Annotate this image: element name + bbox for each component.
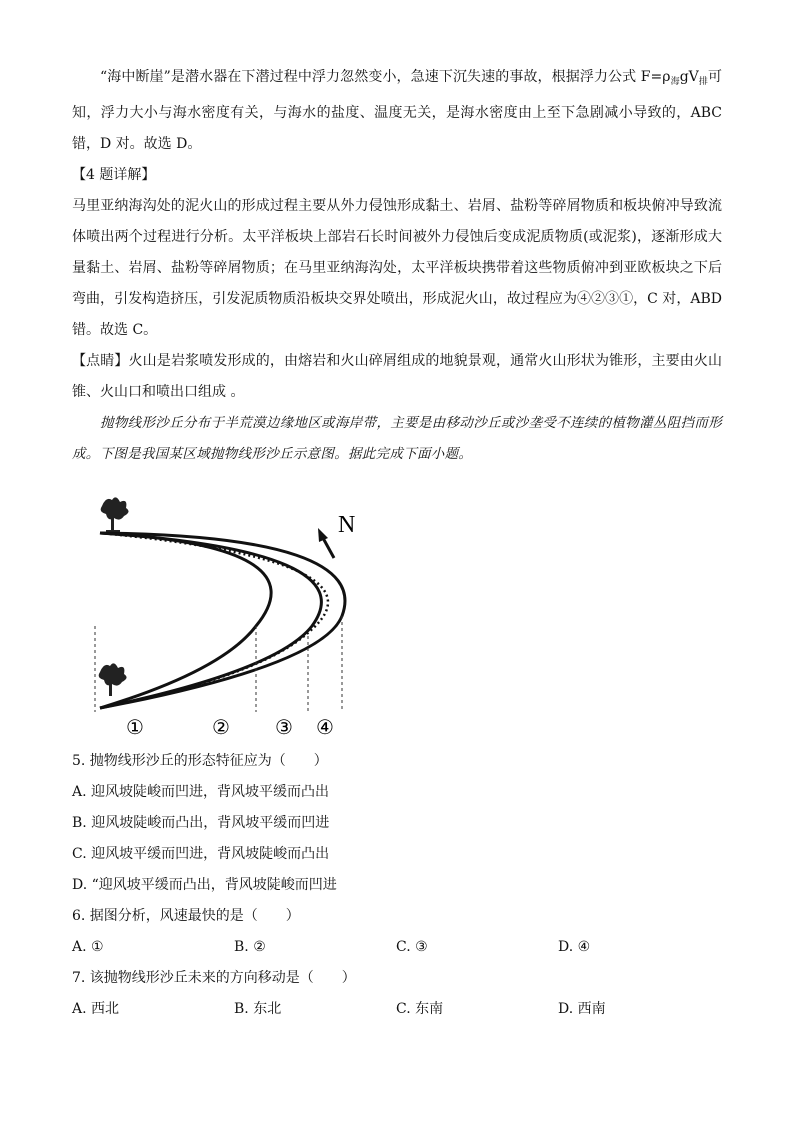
dune-outline-inner: [100, 533, 271, 708]
subscript-displaced: 排: [698, 77, 708, 87]
option-b[interactable]: B. 迎风坡陡峻而凸出，背风坡平缓而凹进: [72, 815, 330, 831]
question-stem: 7. 该抛物线形沙丘未来的方向移动是（ ）: [72, 970, 356, 986]
dune-diagram: [72, 476, 722, 746]
dune-diagram-svg: [72, 476, 722, 746]
answer-text-cont: 可知，浮力大小与海水密度有关，与海水的盐度、温度无关，是海水密度由上至下急剧减小导致的，ABC 错，D 对。故选 D。: [72, 69, 722, 152]
region-label-2: ②: [212, 715, 230, 739]
options-row: [72, 932, 722, 963]
north-label: N: [338, 512, 356, 538]
q4-explanation: 马里亚纳海沟处的泥火山的形成过程主要从外力侵蚀形成黏土、岩屑、盐粉等碎屑物质和板块俯冲导致流体喷出两个过程进行分析。太平洋板块上部岩石长时间被外力侵蚀后变成泥质物质(或泥浆)，逐渐形成大量黏土、岩屑、盐粉等碎屑物质；在马里亚纳海沟处，太平洋板块携带着这些物质俯冲到亚欧板块之下后弯曲，引发构造挤压，引发泥质物质沿板块交界处喷出，形成泥火山，故过程应为④②③①，C 对，ABD 错。故选 C。: [72, 198, 722, 338]
question-5: [72, 746, 722, 901]
shrub-icon: [99, 663, 127, 696]
option-a[interactable]: A. 西北: [72, 1001, 120, 1017]
dune-outline-outer: [100, 533, 345, 708]
question-stem: 6. 据图分析，风速最快的是（ ）: [72, 908, 300, 924]
subscript-sea: 海: [670, 77, 680, 87]
answer-paragraph-3: [72, 62, 722, 160]
option-b[interactable]: B. ②: [234, 939, 266, 955]
formula-text: gV: [679, 69, 699, 85]
question-7: [72, 963, 722, 1025]
question-6: [72, 901, 722, 963]
option-c[interactable]: C. ③: [396, 939, 428, 955]
option-b[interactable]: B. 东北: [234, 1001, 282, 1017]
region-label-3: ③: [275, 715, 293, 739]
document-page: [72, 62, 722, 1025]
options-row: [72, 994, 722, 1025]
shrub-icon: [101, 497, 129, 533]
answer-text: “海中断崖”是潜水器在下潜过程中浮力忽然变小，急速下沉失速的事故，根据浮力公式 F=ρ: [100, 69, 671, 85]
q4-heading: 【4 题详解】: [72, 167, 156, 183]
option-c[interactable]: C. 迎风坡平缓而凹进，背风坡陡峻而凸出: [72, 846, 330, 862]
tip-body: 火山是岩浆喷发形成的，由熔岩和火山碎屑组成的地貌景观，通常火山形状为锥形，主要由火山锥、火山口和喷出口组成 。: [72, 353, 723, 400]
option-d[interactable]: D. 西南: [558, 1001, 606, 1017]
option-a[interactable]: A. ①: [72, 939, 104, 955]
north-arrow-icon: [318, 528, 334, 558]
option-c[interactable]: C. 东南: [396, 1001, 444, 1017]
tip-heading: 【点睛】: [72, 353, 129, 369]
option-d[interactable]: D. “迎风坡平缓而凸出，背风坡陡峻而凹进: [72, 877, 337, 893]
question-stem: 5. 抛物线形沙丘的形态特征应为（ ）: [72, 753, 328, 769]
option-d[interactable]: D. ④: [558, 939, 591, 955]
tip-paragraph: [72, 346, 722, 408]
region-label-4: ④: [316, 715, 334, 739]
region-label-1: ①: [126, 715, 144, 739]
option-a[interactable]: A. 迎风坡陡峻而凹进，背风坡平缓而凸出: [72, 784, 330, 800]
intro-paragraph: 抛物线形沙丘分布于半荒漠边缘地区或海岸带，主要是由移动沙丘或沙垄受不连续的植物灌丛阻挡而形成。下图是我国某区域抛物线形沙丘示意图。据此完成下面小题。: [72, 415, 722, 462]
